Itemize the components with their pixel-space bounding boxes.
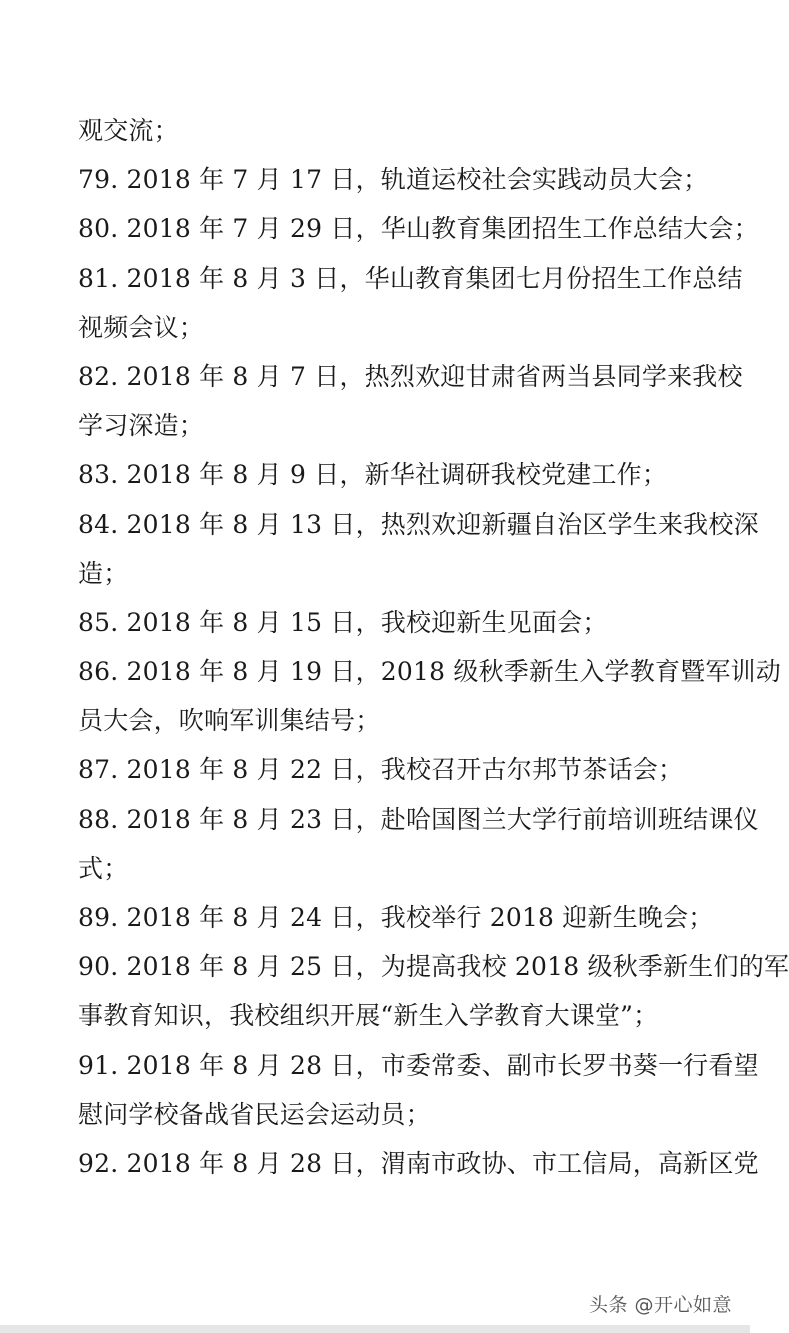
text-line: 学习深造； xyxy=(78,411,205,441)
text-line: 89. 2018 年 8 月 24 日，我校举行 2018 迎新生晚会； xyxy=(78,903,714,932)
text-line: 式； xyxy=(78,853,129,883)
text-line: 91. 2018 年 8 月 28 日，市委常委、副市长罗书葵一行看望 xyxy=(78,1050,759,1080)
text-line: 83. 2018 年 8 月 9 日，新华社调研我校党建工作； xyxy=(78,460,668,490)
document-body xyxy=(78,106,789,1188)
text-line: 82. 2018 年 8 月 7 日，热烈欢迎甘肃省两当县同学来我校 xyxy=(78,361,743,391)
text-line: 92. 2018 年 8 月 28 日，渭南市政协、市工信局，高新区党 xyxy=(78,1148,759,1178)
text-line: 88. 2018 年 8 月 23 日，赴哈国图兰大学行前培训班结课仪 xyxy=(78,804,759,834)
text-line: 81. 2018 年 8 月 3 日，华山教育集团七月份招生工作总结 xyxy=(78,263,743,293)
text-line: 事教育知识，我校组织开展“新生入学教育大课堂”； xyxy=(78,1001,659,1031)
text-line: 造； xyxy=(78,558,129,588)
text-line: 85. 2018 年 8 月 15 日，我校迎新生见面会； xyxy=(78,607,608,637)
text-line: 员大会，吹响军训集结号； xyxy=(78,706,381,736)
text-line: 87. 2018 年 8 月 22 日，我校召开古尔邦节茶话会； xyxy=(78,755,684,785)
watermark-label: 头条 @开心如意 xyxy=(588,1294,732,1316)
text-line: 90. 2018 年 8 月 25 日，为提高我校 2018 级秋季新生们的军 xyxy=(78,952,789,982)
text-line: 86. 2018 年 8 月 19 日，2018 级秋季新生入学教育暨军训动 xyxy=(78,657,781,687)
text-line: 视频会议； xyxy=(78,312,205,342)
text-line: 84. 2018 年 8 月 13 日，热烈欢迎新疆自治区学生来我校深 xyxy=(78,509,759,539)
text-line: 慰问学校备战省民运会运动员； xyxy=(78,1099,431,1129)
text-line: 79. 2018 年 7 月 17 日，轨道运校社会实践动员大会； xyxy=(78,165,709,195)
text-line: 80. 2018 年 7 月 29 日，华山教育集团招生工作总结大会； xyxy=(78,214,759,244)
text-line: 观交流； xyxy=(78,116,179,145)
bottom-divider xyxy=(0,1325,750,1333)
